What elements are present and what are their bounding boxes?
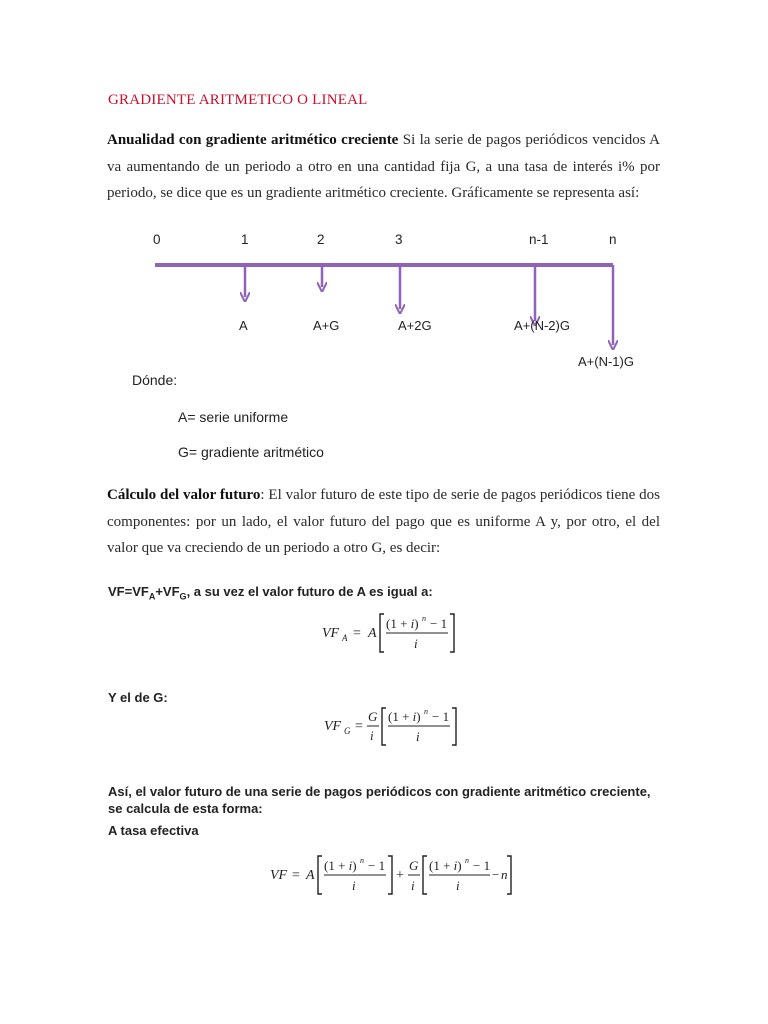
svg-text:i: i [414,636,418,651]
svg-text:(1 + i): (1 + i) [388,709,421,724]
payment-label-a-2g: A+2G [398,318,432,333]
svg-text:+: + [396,868,404,883]
svg-text:(1 + i): (1 + i) [386,616,419,631]
svg-text:i: i [456,878,460,893]
svg-text:=: = [355,719,363,734]
svg-text:(1 + i): (1 + i) [429,858,462,873]
svg-text:n: n [422,614,426,623]
tasa-efectiva-label: A tasa efectiva [108,823,199,838]
svg-text:G: G [368,709,378,724]
period-label-0: 0 [153,232,161,247]
donde-item-a: A= serie uniforme [178,409,289,425]
svg-text:n: n [465,856,469,865]
y-el-de-g-label: Y el de G: [108,690,168,705]
intro-paragraph [107,127,660,207]
svg-text:A: A [306,868,315,883]
svg-text:i: i [352,878,356,893]
cash-flow-diagram [0,225,768,375]
valor-futuro-text: : El valor futuro de este tipo de serie de pagos periódicos tiene dos componentes: por un lado, el valor futuro del pago que es uniforme A y, por otro, el del valor que va creciendo de un periodo a otro G, es decir: [107,487,660,556]
svg-text:G: G [344,726,351,736]
period-label-1: 1 [241,232,249,247]
payment-label-a: A [239,318,248,333]
svg-text:A: A [342,633,348,643]
payment-label-a-g: A+G [313,318,340,333]
period-label-3: 3 [395,232,403,247]
payment-label-a-n1g: A+(N-1)G [578,354,634,369]
svg-text:− 1: − 1 [432,709,450,724]
svg-text:−: − [492,867,500,882]
svg-text:(1 + i): (1 + i) [324,858,357,873]
page-title: GRADIENTE ARITMETICO O LINEAL [108,92,368,108]
formula-vfg [322,702,462,750]
period-label-n: n [609,232,617,247]
svg-text:i: i [370,728,374,743]
svg-text:G: G [409,858,419,873]
donde-heading: Dónde: [132,372,178,388]
svg-text:A: A [368,626,377,641]
payment-label-a-n2g: A+(N-2)G [514,318,570,333]
svg-text:=: = [292,868,300,883]
period-label-n-1: n-1 [529,232,549,247]
period-label-2: 2 [317,232,325,247]
intro-bold-term: Anualidad con gradiente aritmético creciente [107,132,399,148]
svg-text:− 1: − 1 [430,616,448,631]
svg-text:i: i [416,729,420,744]
formula-vfa [320,608,460,656]
valor-futuro-bold-term: Cálculo del valor futuro [107,487,261,503]
valor-futuro-paragraph [107,482,660,562]
svg-text:− 1: − 1 [368,858,386,873]
svg-text:− 1: − 1 [473,858,491,873]
svg-text:n: n [501,867,508,882]
formula-vf [268,852,513,902]
svg-text:n: n [360,856,364,865]
svg-text:VF: VF [322,626,340,641]
asi-paragraph: Así, el valor futuro de una serie de pagos periódicos con gradiente aritmético creciente, se calcula de esta forma: [108,784,651,816]
donde-item-g: G= gradiente aritmético [178,444,324,460]
svg-text:VF: VF [270,868,288,883]
intro-text: Si la serie de pagos periódicos vencidos A va aumentando de un periodo a otro en una cantidad fija G, a una tasa de interés i% por periodo, se dice que es un gradiente aritmético creciente. Gráficamente se representa así: [107,132,660,201]
svg-text:i: i [411,878,415,893]
svg-text:VF: VF [324,719,342,734]
vf-components-line: $VF=VF_A+VF_G$, a su vez el valor futuro de A es igual a: [108,584,433,602]
svg-text:n: n [424,707,428,716]
svg-text:=: = [353,626,361,641]
